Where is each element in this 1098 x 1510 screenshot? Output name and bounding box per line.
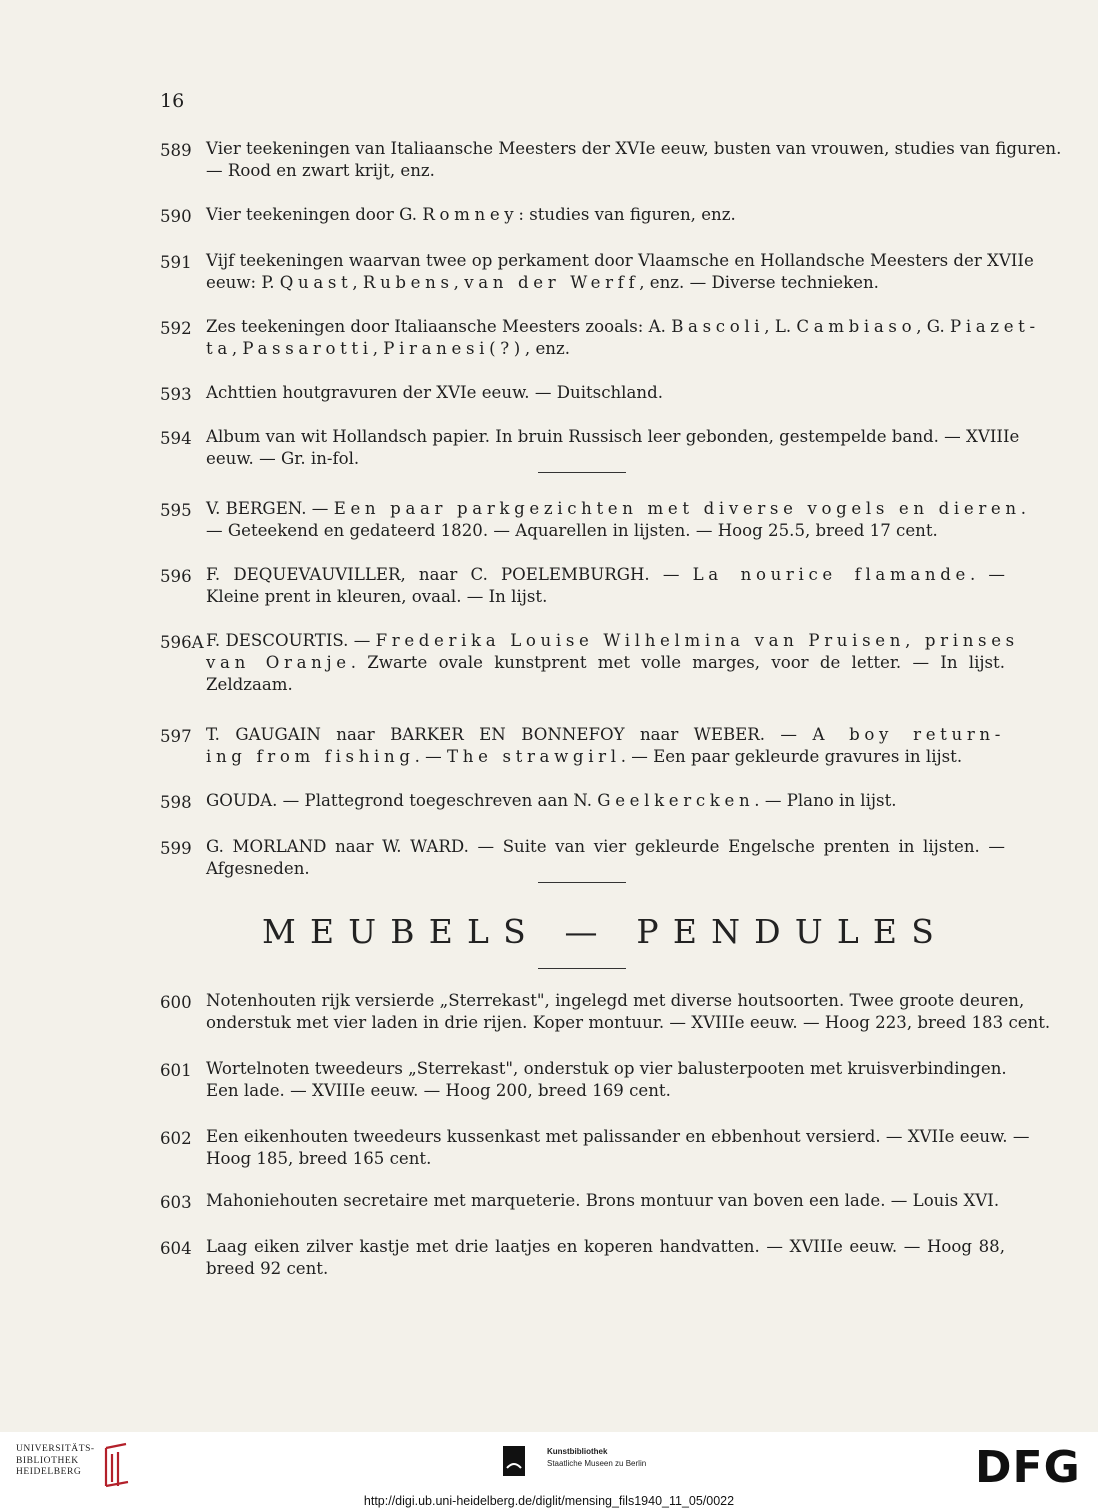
text-line <box>206 630 1019 652</box>
text-line <box>206 746 1005 768</box>
lot-description <box>206 1126 1030 1170</box>
text-line <box>206 138 1062 160</box>
catalog-entry <box>160 204 1005 226</box>
text-segment: , enz. — Diverse technieken. <box>639 273 879 292</box>
catalog-entry <box>160 790 1005 812</box>
text-line <box>206 1148 1005 1170</box>
lot-number: 596 <box>160 567 192 586</box>
text-segment: Een eikenhouten tweedeurs kussenkast met palissander en ebbenhout versierd. — XVIIe eeuw. — <box>206 1127 1030 1146</box>
text-segment: . — <box>969 565 1005 584</box>
lot-description <box>206 836 1005 880</box>
dfg-logo: DFG <box>975 1442 1081 1493</box>
spaced-title-text: Cambiaso <box>796 317 917 336</box>
lot-description <box>206 316 1040 360</box>
lot-number: 596A <box>160 633 204 652</box>
spaced-title-text: van Oranje <box>206 653 351 672</box>
text-segment: Hoog 185, breed 165 cent. <box>206 1149 432 1168</box>
text-line <box>206 1058 1005 1080</box>
catalog-entry <box>160 426 1020 470</box>
footer-bar <box>0 1432 1098 1510</box>
text-segment: — Rood en zwart krijt, enz. <box>206 161 435 180</box>
text-line <box>206 382 1005 404</box>
text-line <box>206 1126 1030 1148</box>
text-line <box>206 160 1005 182</box>
spaced-title-text: Geelkercken <box>597 791 755 810</box>
catalog-entry <box>160 990 1051 1034</box>
text-line <box>206 990 1025 1012</box>
text-segment: T. GAUGAIN naar BARKER EN BONNEFOY naar WEBER. — <box>206 725 813 744</box>
lot-number: 603 <box>160 1193 192 1212</box>
lot-description <box>206 990 1051 1034</box>
text-line <box>206 1258 1005 1280</box>
text-line <box>206 498 1026 520</box>
text-segment: Laag eiken zilver kastje met drie laatjes en koperen handvatten. — XVIIIe eeuw. — Hoog 88, <box>206 1237 1005 1256</box>
lot-number: 591 <box>160 253 192 272</box>
spaced-title-text: Bascoli <box>671 317 765 336</box>
text-line <box>206 1012 1051 1034</box>
text-segment: Vijf teekeningen waarvan twee op perkament door Vlaamsche en Hollandsche Meesters der XVIIe <box>206 251 1034 270</box>
spaced-title-text: La nourice flamande <box>692 565 970 584</box>
text-line <box>206 338 1005 360</box>
text-line <box>206 1236 1005 1258</box>
spaced-title-text: ta <box>206 339 232 358</box>
lot-description <box>206 426 1020 470</box>
catalog-entry <box>160 1058 1005 1102</box>
text-segment: . — <box>414 747 448 766</box>
lot-description <box>206 790 1005 812</box>
text-segment: Kleine prent in kleuren, ovaal. — In lijst. <box>206 587 548 606</box>
text-segment: eeuw. — Gr. in-fol. <box>206 449 360 468</box>
lot-number: 592 <box>160 319 192 338</box>
text-segment: V. BERGEN. — <box>206 499 334 518</box>
text-segment: Notenhouten rijk versierde „Sterrekast", ingelegd met diverse houtsoorten. Twee groote deuren, <box>206 991 1025 1010</box>
lot-description <box>206 630 1019 696</box>
text-segment: — Geteekend en gedateerd 1820. — Aquarellen in lijsten. — Hoog 25.5, breed 17 cent. <box>206 521 938 540</box>
section-heading: MEUBELS — PENDULES <box>262 912 948 951</box>
catalog-entry <box>160 498 1026 542</box>
text-segment: F. DEQUEVAUVILLER, naar C. POELEMBURGH. — <box>206 565 693 584</box>
spaced-title-text: Frederika Louise Wilhelmina van Pruisen, prinses <box>375 631 1019 650</box>
library-name <box>16 1444 95 1479</box>
text-line <box>206 272 1005 294</box>
text-line <box>206 250 1034 272</box>
lot-number: 593 <box>160 385 192 404</box>
kunstbibliothek-logo <box>503 1446 525 1476</box>
text-line <box>206 204 1005 226</box>
text-line <box>206 858 1005 880</box>
catalog-entry <box>160 138 1062 182</box>
spaced-title-text: Piazet- <box>950 317 1040 336</box>
text-segment: , <box>372 339 384 358</box>
text-line <box>206 836 1005 858</box>
lot-number: 589 <box>160 141 192 160</box>
text-segment: Een lade. — XVIIIe eeuw. — Hoog 200, breed 169 cent. <box>206 1081 671 1100</box>
separator-rule <box>538 882 626 883</box>
library-name-line: BIBLIOTHEK <box>16 1455 79 1466</box>
spaced-title-text: Rubens <box>362 273 454 292</box>
catalog-entry <box>160 1236 1005 1280</box>
spaced-title-text: ing from fishing <box>206 747 415 766</box>
text-segment: , L. <box>764 317 797 336</box>
spaced-title-text: Piranesi(?) <box>383 339 525 358</box>
lot-description <box>206 1190 1005 1212</box>
text-line <box>206 724 1005 746</box>
library-name-line: HEIDELBERG <box>16 1467 82 1477</box>
source-url[interactable]: http://digi.ub.uni-heidelberg.de/diglit/mensing_fils1940_11_05/0022 <box>363 1494 735 1508</box>
university-library-logo <box>98 1442 134 1488</box>
separator-rule <box>538 968 626 969</box>
spaced-title-text: Quast <box>279 273 353 292</box>
lot-description <box>206 724 1005 768</box>
text-line <box>206 1080 1005 1102</box>
catalog-entry <box>160 1126 1030 1170</box>
lot-description <box>206 138 1062 182</box>
text-segment: . — Plano in lijst. <box>754 791 897 810</box>
text-line <box>206 426 1020 448</box>
text-line <box>206 586 1005 608</box>
kunstbibliothek-subtitle: Staatliche Museen zu Berlin <box>547 1459 647 1468</box>
text-segment: , G. <box>916 317 950 336</box>
text-segment: Zeldzaam. <box>206 675 293 694</box>
lot-number: 595 <box>160 501 192 520</box>
text-segment: Achttien houtgravuren der XVIe eeuw. — Duitschland. <box>206 383 663 402</box>
text-segment: Vier teekeningen van Italiaansche Meesters der XVIe eeuw, busten van vrouwen, studies van figuren. <box>206 139 1062 158</box>
text-segment: . — Een paar gekleurde gravures in lijst. <box>620 747 963 766</box>
page-number: 16 <box>160 90 185 112</box>
spaced-title-text: A boy return- <box>812 725 1006 744</box>
text-segment: Afgesneden. <box>206 859 310 878</box>
text-segment: GOUDA. — Plattegrond toegeschreven aan N. <box>206 791 598 810</box>
lot-description <box>206 1058 1005 1102</box>
catalog-entry <box>160 836 1005 880</box>
catalog-entry <box>160 316 1040 360</box>
text-segment: , enz. <box>524 339 570 358</box>
text-segment: . <box>1020 499 1026 518</box>
lot-description <box>206 1236 1005 1280</box>
text-segment: Album van wit Hollandsch papier. In bruin Russisch leer gebonden, gestempelde band. — XVIIIe <box>206 427 1020 446</box>
lot-number: 597 <box>160 727 192 746</box>
kunstbibliothek-label <box>547 1446 646 1470</box>
kunstbibliothek-title: Kunstbibliothek <box>547 1447 608 1456</box>
spaced-title-text: Passarotti <box>242 339 373 358</box>
text-segment: G. MORLAND naar W. WARD. — Suite van vier gekleurde Engelsche prenten in lijsten. — <box>206 837 1005 856</box>
lot-number: 604 <box>160 1239 192 1258</box>
catalog-entry <box>160 564 1005 608</box>
lot-number: 598 <box>160 793 192 812</box>
text-line <box>206 1190 1005 1212</box>
lot-number: 600 <box>160 993 192 1012</box>
text-segment: F. DESCOURTIS. — <box>206 631 376 650</box>
text-segment: , <box>352 273 363 292</box>
library-name-line: UNIVERSITÄTS- <box>16 1444 95 1454</box>
lot-description <box>206 204 1005 226</box>
lot-description <box>206 250 1034 294</box>
text-segment: breed 92 cent. <box>206 1259 329 1278</box>
text-segment: eeuw: P. <box>206 273 280 292</box>
text-line <box>206 520 1005 542</box>
text-segment: Vier teekeningen door G. <box>206 205 423 224</box>
text-segment: Mahoniehouten secretaire met marqueterie. Brons montuur van boven een lade. — Louis XVI. <box>206 1191 1000 1210</box>
text-segment: onderstuk met vier laden in drie rijen. Koper montuur. — XVIIIe eeuw. — Hoog 223, breed 183 cent. <box>206 1013 1051 1032</box>
separator-rule <box>538 472 626 473</box>
catalog-entry <box>160 724 1005 768</box>
catalog-entry <box>160 382 1005 404</box>
lot-description <box>206 498 1026 542</box>
spaced-title-text: Romney <box>422 205 519 224</box>
text-line <box>206 652 1005 674</box>
text-line <box>206 790 1005 812</box>
text-line <box>206 448 1005 470</box>
lot-description <box>206 382 1005 404</box>
text-segment: . Zwarte ovale kunstprent met volle marges, voor de letter. — In lijst. <box>350 653 1005 672</box>
lot-description <box>206 564 1005 608</box>
catalog-entry <box>160 1190 1005 1212</box>
spaced-title-text: The strawgirl <box>447 747 621 766</box>
lot-number: 594 <box>160 429 192 448</box>
text-segment: , <box>453 273 465 292</box>
catalog-entry <box>160 250 1034 294</box>
text-segment: Wortelnoten tweedeurs „Sterrekast", onderstuk op vier balusterpooten met kruisverbindingen. <box>206 1059 1007 1078</box>
lot-number: 601 <box>160 1061 192 1080</box>
spaced-title-text: Een paar parkgezichten met diverse vogels en dieren <box>333 499 1021 518</box>
text-segment: Zes teekeningen door Italiaansche Meesters zooals: A. <box>206 317 672 336</box>
text-line <box>206 564 1005 586</box>
lot-number: 602 <box>160 1129 192 1148</box>
lot-number: 590 <box>160 207 192 226</box>
spaced-title-text: van der Werff <box>464 273 640 292</box>
catalog-entry <box>160 630 1019 696</box>
text-line <box>206 674 1005 696</box>
text-line <box>206 316 1040 338</box>
text-segment: , <box>231 339 243 358</box>
text-segment: : studies van figuren, enz. <box>518 205 736 224</box>
lot-number: 599 <box>160 839 192 858</box>
